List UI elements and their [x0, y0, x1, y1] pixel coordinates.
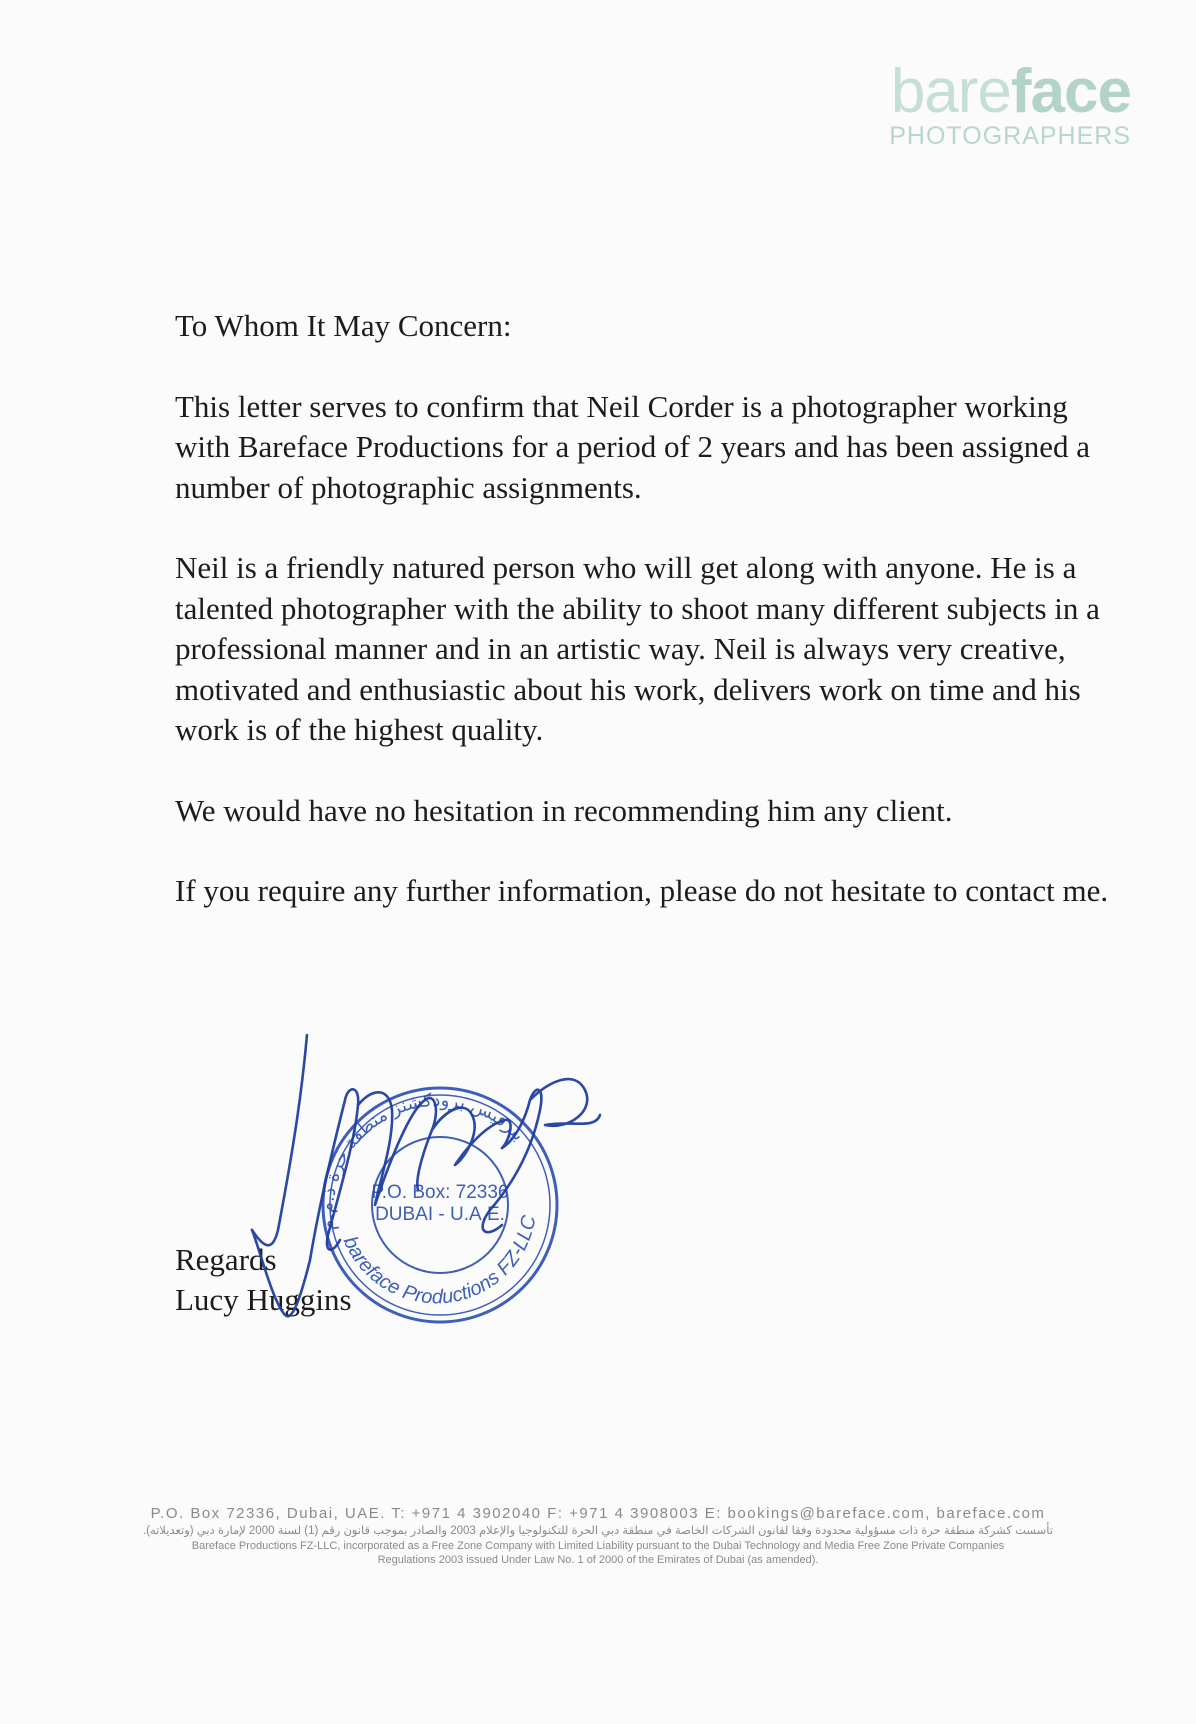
footer-contact: P.O. Box 72336, Dubai, UAE. T: +971 4 3902040 F: +971 4 3908003 E: bookings@bareface.com, bareface.com: [150, 1505, 1046, 1522]
paragraph-confirmation: This letter serves to confirm that Neil Corder is a photographer working with Bareface Productions for a period of 2 years and has been assigned a number of photographic assignments.: [175, 388, 1091, 505]
stamp-english-arc: bareface Productions FZ-LLC: [338, 1213, 541, 1309]
logo-tagline: PHOTOGRAPHERS: [889, 122, 1131, 150]
salutation: To Whom It May Concern:: [175, 308, 512, 343]
closing: Regards: [175, 1242, 277, 1277]
stamp-po-box: P.O. Box: 72336: [371, 1182, 509, 1203]
stamp-arabic-arc: بيرفيس برودكشنز منطقة حرة ذ.م.م: [317, 1089, 529, 1233]
paragraph-character: Neil is a friendly natured person who will get along with anyone. He is a talented photographer with the ability to shoot many different subjects in a professional manner and in an artistic way. Neil is always very creative, motivated and enthusiastic about his work, delivers work on time and his work is of the highest quality.: [175, 550, 1100, 747]
company-logo: [889, 58, 1131, 151]
paragraph-recommendation: We would have no hesitation in recommending him any client.: [175, 792, 953, 828]
footer-legal-line2: Regulations 2003 issued Under Law No. 1 of 2000 of the Emirates of Dubai (as amended).: [377, 1554, 819, 1566]
logo-word-light: bare: [890, 57, 1011, 126]
signatory-name: Lucy Huggins: [175, 1282, 352, 1317]
logo-wordmark: [889, 58, 1131, 126]
logo-word-bold: face: [1010, 57, 1131, 126]
stamp-city: DUBAI - U.A.E.: [375, 1204, 505, 1225]
paragraph-contact: If you require any further information, please do not hesitate to contact me.: [175, 873, 1109, 908]
company-stamp: [240, 1030, 640, 1330]
letter-body: [175, 306, 1125, 952]
footer-legal-line1: Bareface Productions FZ-LLC, incorporated as a Free Zone Company with Limited Liability pursuant to the Dubai Technology and Media Free Zone Private Companies: [191, 1540, 1005, 1552]
footer: [60, 1505, 1136, 1567]
footer-arabic: تأسست كشركة منطقة حرة ذات مسؤولية محدودة وفقا لقانون الشركات الخاصة في منطقة دبي الحرة للتكنولوجيا والإعلام 2003 والصادر بموجب قانون رقم (1) لسنة 2000 لإمارة دبي (وتعديلاته).: [142, 1525, 1053, 1537]
handwritten-signature: [252, 1035, 600, 1316]
